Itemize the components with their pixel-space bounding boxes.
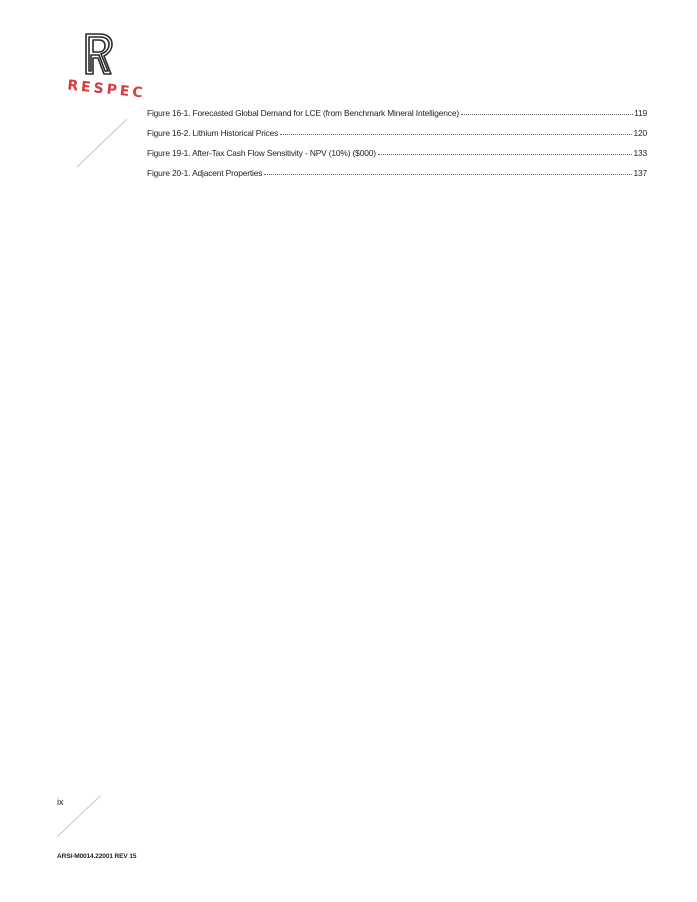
toc-entry-page: 120	[633, 128, 647, 138]
logo-wordmark	[66, 77, 147, 104]
toc-entry-page: 137	[633, 168, 647, 178]
header-divider-line	[76, 118, 128, 168]
toc-entry-title: Figure 19-1. After-Tax Cash Flow Sensitivity - NPV (10%) ($000)	[147, 148, 376, 158]
toc-entry[interactable]	[147, 168, 647, 188]
footer-divider-line	[56, 794, 102, 838]
document-id: ARSI-M0014.22001 REV 15	[57, 853, 137, 860]
toc-dot-leader	[461, 114, 633, 115]
toc-dot-leader	[378, 154, 633, 155]
toc-entry-page: 119	[634, 108, 647, 118]
toc-entry-title: Figure 20-1. Adjacent Properties	[147, 168, 263, 178]
logo-text: RESPEC	[66, 77, 147, 102]
toc-entry-title: Figure 16-2. Lithium Historical Prices	[147, 128, 279, 138]
toc-dot-leader	[280, 134, 632, 135]
toc-entry-title: Figure 16-1. Forecasted Global Demand for LCE (from Benchmark Mineral Intelligence)	[147, 108, 459, 118]
toc-entry-page: 133	[633, 148, 647, 158]
toc-dot-leader	[264, 174, 632, 175]
toc-entry[interactable]	[147, 128, 647, 148]
toc-entry[interactable]	[147, 108, 647, 128]
page-number: ix	[57, 797, 64, 807]
list-of-figures	[147, 108, 647, 188]
toc-entry[interactable]	[147, 148, 647, 168]
